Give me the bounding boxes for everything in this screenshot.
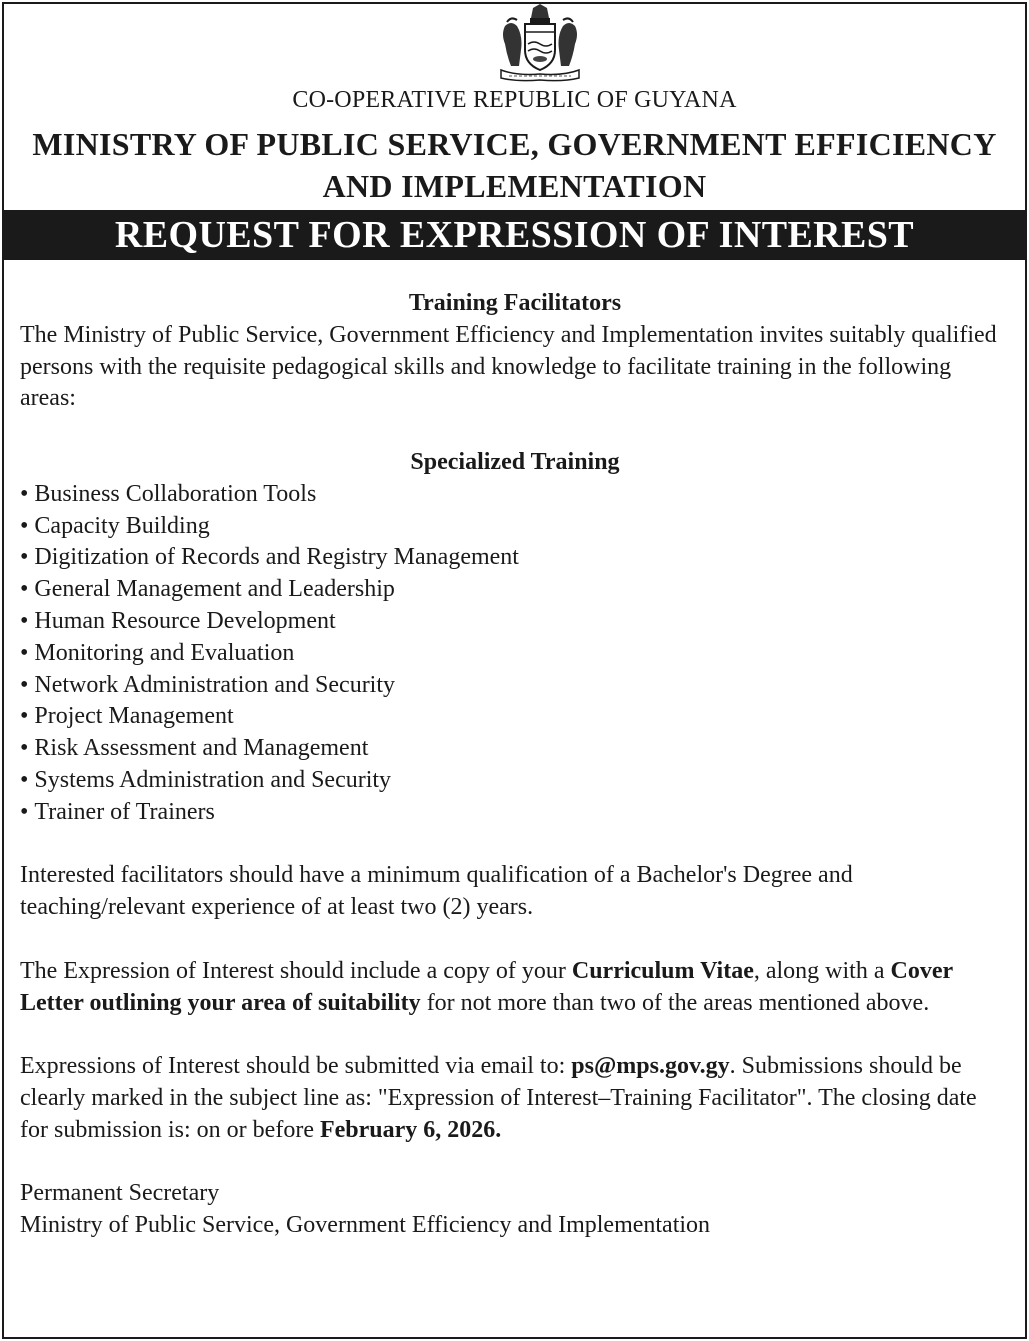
guyana-coat-of-arms-icon xyxy=(497,4,583,82)
notice-title-banner: REQUEST FOR EXPRESSION OF INTEREST xyxy=(4,210,1025,260)
submission-text-1: Expressions of Interest should be submitted via email to: xyxy=(20,1053,572,1080)
requirements-paragraph xyxy=(20,956,1010,1020)
list-item: • General Management and Leadership xyxy=(20,574,1010,606)
section-heading-training-facilitators: Training Facilitators xyxy=(408,290,622,316)
requirements-text-2: , along with a xyxy=(753,957,891,984)
list-item: • Systems Administration and Security xyxy=(20,765,1010,797)
intro-paragraph: The Ministry of Public Service, Government Efficiency and Implementation invites suitably qualified persons with the requisite pedagogical skills and knowledge to facilitate training in the following areas: xyxy=(20,321,997,412)
list-item: • Trainer of Trainers xyxy=(20,797,1010,829)
list-item: • Risk Assessment and Management xyxy=(20,733,1010,765)
submission-paragraph xyxy=(20,1051,1010,1146)
cover-letter-emphasis: Cover Letter outlining your area of suitability xyxy=(20,957,953,1016)
list-item: • Capacity Building xyxy=(20,511,1010,543)
requirements-text-1: The Expression of Interest should include a copy of your xyxy=(20,957,572,984)
list-item: • Business Collaboration Tools xyxy=(20,479,1010,511)
qualification-paragraph: Interested facilitators should have a minimum qualification of a Bachelor's Degree and teaching/relevant experience of at least two (2) years. xyxy=(20,862,853,921)
list-item: • Project Management xyxy=(20,701,1010,733)
signatory-organization: Ministry of Public Service, Government Efficiency and Implementation xyxy=(20,1212,711,1239)
list-item: • Monitoring and Evaluation xyxy=(20,638,1010,670)
ministry-name-line-2: AND IMPLEMENTATION xyxy=(322,168,707,204)
training-areas-list xyxy=(20,479,1010,829)
notice-body xyxy=(20,288,1010,1242)
list-item: • Human Resource Development xyxy=(20,606,1010,638)
submission-email[interactable]: ps@mps.gov.gy xyxy=(571,1053,730,1080)
requirements-text-3: for not more than two of the areas mentioned above. xyxy=(420,989,930,1016)
submission-text-2: . Submissions should be clearly marked in the subject line as: "Expression of Interest–Training Facilitator". The closing date for submission is: on or before xyxy=(20,1053,977,1143)
list-item: • Digitization of Records and Registry Management xyxy=(20,542,1010,574)
list-item: • Network Administration and Security xyxy=(20,670,1010,702)
signatory-title: Permanent Secretary xyxy=(20,1180,220,1207)
ministry-name-line-1: MINISTRY OF PUBLIC SERVICE, GOVERNMENT EFFICIENCY xyxy=(32,126,997,162)
closing-date: February 6, 2026. xyxy=(319,1116,502,1143)
country-name: CO-OPERATIVE REPUBLIC OF GUYANA xyxy=(292,87,737,113)
section-heading-specialized-training: Specialized Training xyxy=(410,448,620,475)
curriculum-vitae-emphasis: Curriculum Vitae xyxy=(571,957,754,984)
